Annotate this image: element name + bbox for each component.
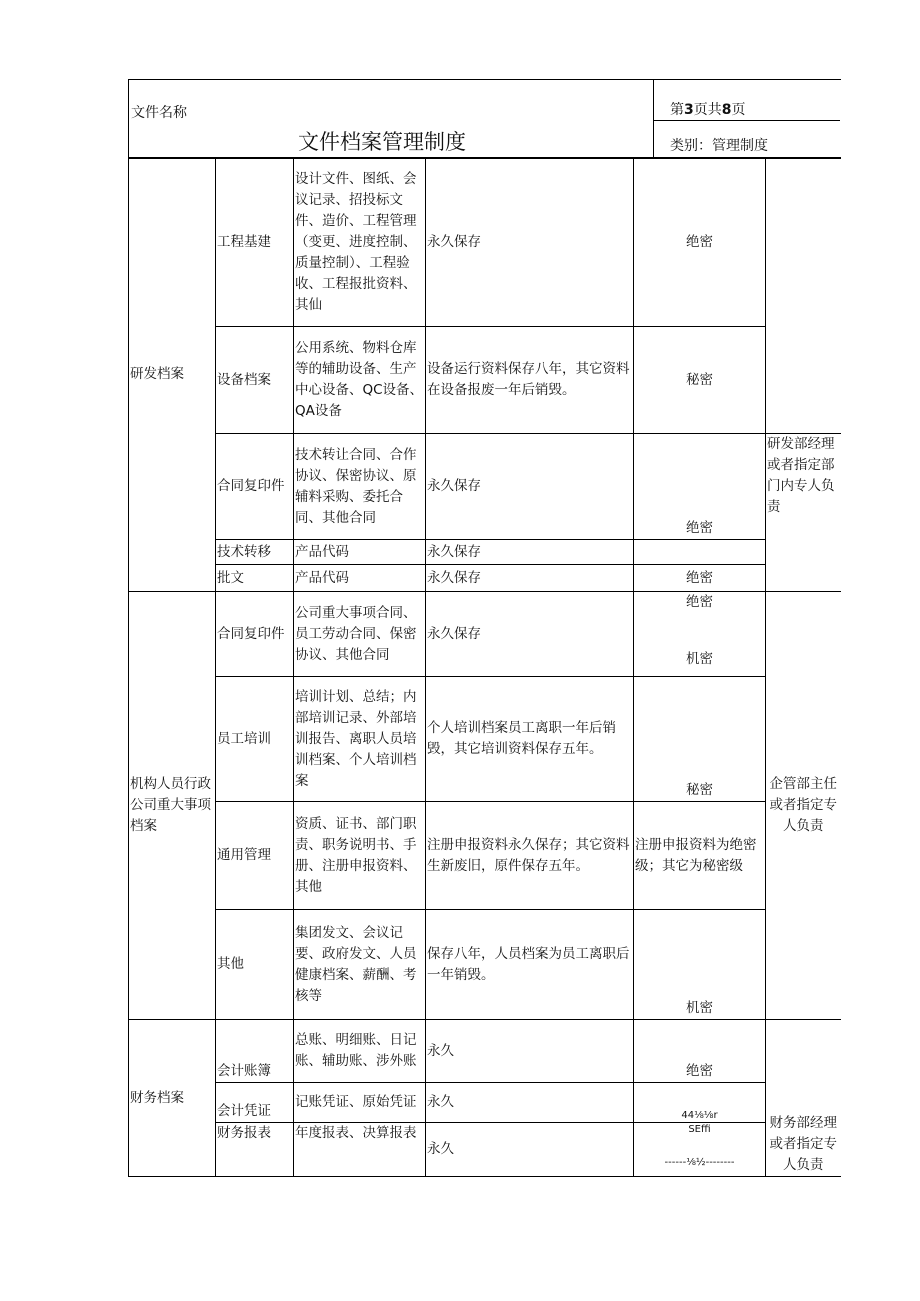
item-retention: 永久: [426, 1083, 634, 1123]
item-retention: 设备运行资料保存八年，其它资料在设备报废一年后销毁。: [426, 327, 634, 434]
table-row: [129, 434, 841, 540]
owner-cell: [766, 158, 841, 434]
document-category: 类别：管理制度: [670, 138, 768, 154]
category-cell: 财务档案: [129, 1020, 216, 1177]
item-retention: 永久保存: [426, 565, 634, 592]
table-row: [129, 327, 841, 434]
item-level: 秘密: [634, 677, 766, 802]
owner-cell: 财务部经理或者指定专人负责: [766, 1020, 841, 1177]
item-retention: 永久: [426, 1123, 634, 1177]
category-cell: 研发档案: [129, 158, 216, 592]
archive-table: [128, 157, 841, 1177]
item-retention: 注册申报资料永久保存；其它资料生新废旧，原件保存五年。: [426, 802, 634, 910]
page-current: 3: [684, 102, 694, 118]
item-name: 其他: [216, 910, 294, 1020]
table-row: [129, 677, 841, 802]
item-retention: 个人培训档案员工离职一年后销毁，其它培训资料保存五年。: [426, 677, 634, 802]
item-name: 财务报表: [216, 1123, 294, 1177]
page-info: 第3页共8页: [670, 102, 746, 118]
item-content: 公司重大事项合同、员工劳动合同、保密协议、其他合同: [294, 592, 426, 677]
table-row: [129, 158, 841, 327]
table-row: [129, 1083, 841, 1123]
item-content: 设计文件、图纸、会议记录、招投标文件、造价、工程管理（变更、进度控制、质量控制）、工程验收、工程报批资料、其仙: [294, 158, 426, 327]
page-total: 8: [721, 102, 732, 118]
item-name: 员工培训: [216, 677, 294, 802]
file-name-label: 文件名称: [131, 105, 187, 121]
item-level-bottom: ------⅛½--------: [664, 1157, 735, 1168]
item-retention: 永久: [426, 1020, 634, 1083]
item-name: 合同复印件: [216, 434, 294, 540]
item-level-top: 绝密: [686, 594, 713, 610]
item-level: 绝密: [634, 1020, 766, 1083]
item-level: 绝密: [634, 158, 766, 327]
item-name: 会计凭证: [216, 1083, 294, 1123]
header-divider: [653, 79, 654, 157]
category-cell: 机构人员行政公司重大事项档案: [129, 592, 216, 1020]
owner-cell: 研发部经理或者指定部门内专人负责: [766, 434, 841, 592]
item-level: [634, 1123, 766, 1177]
item-name: 设备档案: [216, 327, 294, 434]
table-row: [129, 592, 841, 677]
item-level-bottom: 机密: [686, 651, 713, 667]
item-content: 技术转让合同、合作协议、保密协议、原辅料采购、委托合同、其他合同: [294, 434, 426, 540]
table-row: [129, 1123, 841, 1177]
item-content: 记账凭证、原始凭证: [294, 1083, 426, 1123]
item-content: 产品代码: [294, 540, 426, 565]
item-content: 资质、证书、部门职责、职务说明书、手册、注册申报资料、其他: [294, 802, 426, 910]
table-row: [129, 910, 841, 1020]
item-name: 合同复印件: [216, 592, 294, 677]
item-level: 绝密: [634, 434, 766, 540]
item-name: 技术转移: [216, 540, 294, 565]
item-retention: 永久保存: [426, 158, 634, 327]
item-level: 秘密: [634, 327, 766, 434]
item-level: [634, 592, 766, 677]
owner-cell: 企管部主任或者指定专人负责: [766, 592, 841, 1020]
item-content: 集团发文、会议记要、政府发文、人员健康档案、薪酬、考核等: [294, 910, 426, 1020]
table-row: [129, 540, 841, 565]
item-content: 公用系统、物料仓库等的辅助设备、生产中心设备、QC设备、QA设备: [294, 327, 426, 434]
item-name: 批文: [216, 565, 294, 592]
item-level: 绝密: [634, 565, 766, 592]
item-level: 机密: [634, 910, 766, 1020]
item-retention: 永久保存: [426, 540, 634, 565]
item-level: [634, 540, 766, 565]
item-content: 产品代码: [294, 565, 426, 592]
item-content: 总账、明细账、日记账、辅助账、涉外账: [294, 1020, 426, 1083]
table-row: [129, 565, 841, 592]
item-level: 注册申报资料为绝密级；其它为秘密级: [634, 802, 766, 910]
item-name: 通用管理: [216, 802, 294, 910]
item-retention: 永久保存: [426, 592, 634, 677]
table-row: [129, 1020, 841, 1083]
document-title: 文件档案管理制度: [298, 130, 466, 154]
item-retention: 保存八年，人员档案为员工离职后一年销毁。: [426, 910, 634, 1020]
item-name: 工程基建: [216, 158, 294, 327]
table-row: [129, 802, 841, 910]
item-level-top: SEffi: [688, 1124, 711, 1135]
item-content: 培训计划、总结；内部培训记录、外部培训报告、离职人员培训档案、个人培训档案: [294, 677, 426, 802]
item-name: 会计账簿: [216, 1020, 294, 1083]
item-content: 年度报表、决算报表: [294, 1123, 426, 1177]
item-retention: 永久保存: [426, 434, 634, 540]
item-level: 44⅛⅛r: [634, 1083, 766, 1123]
